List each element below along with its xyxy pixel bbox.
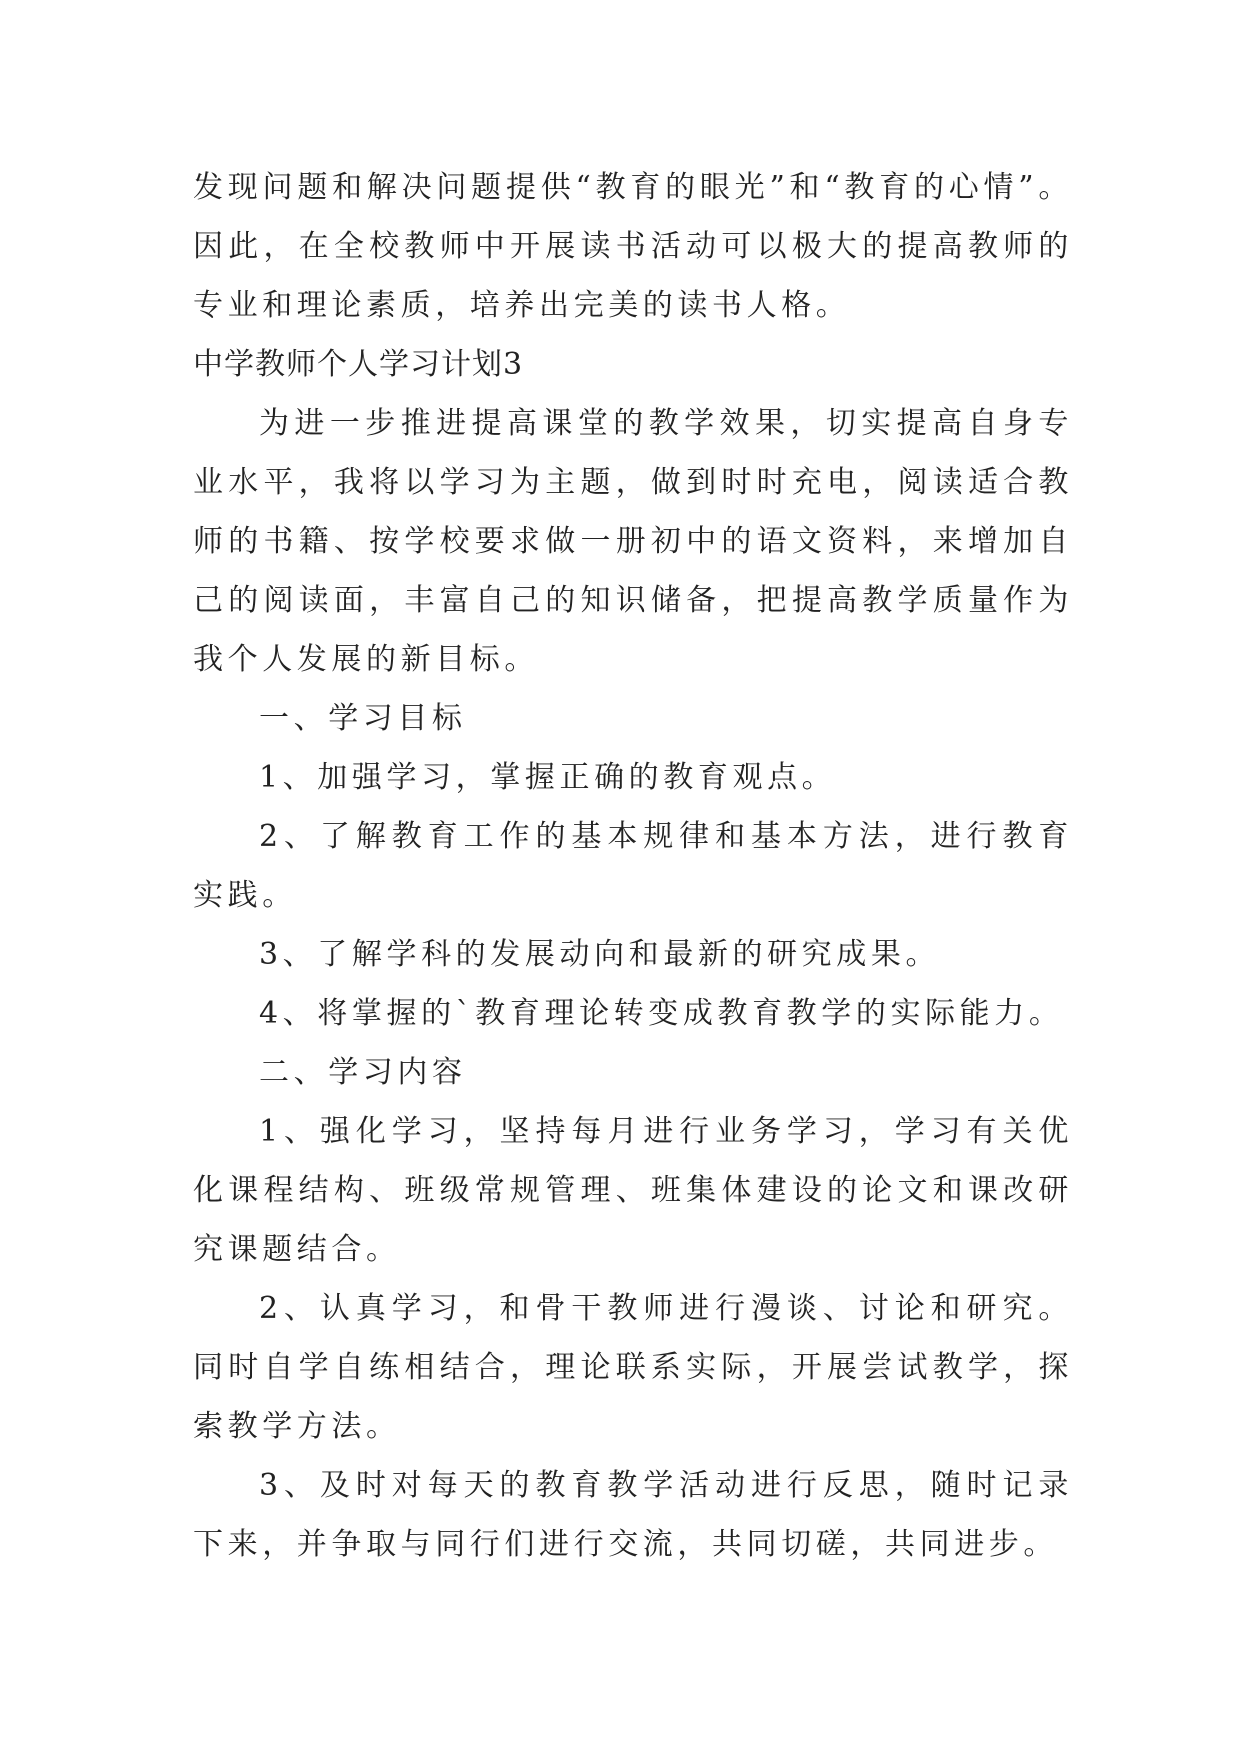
content-item-2: 2、认真学习，和骨干教师进行漫谈、讨论和研究。同时自学自练相结合，理论联系实际，开展尝试教学，探索教学方法。	[193, 1291, 1073, 1444]
goal-item-1: 1、加强学习，掌握正确的教育观点。	[259, 760, 837, 795]
goal-item-3: 3、了解学科的发展动向和最新的研究成果。	[259, 937, 941, 972]
content-item-3: 3、及时对每天的教育教学活动进行反思，随时记录下来，并争取与同行们进行交流，共同切磋，共同进步。	[193, 1468, 1073, 1562]
section-title: 中学教师个人学习计划3	[193, 347, 524, 382]
goal-item-4: 4、将掌握的`教育理论转变成教育教学的实际能力。	[259, 996, 1064, 1031]
content-item-1: 1、强化学习，坚持每月进行业务学习，学习有关优化课程结构、班级常规管理、班集体建设的论文和课改研究课题结合。	[193, 1114, 1073, 1267]
paragraph-overview: 为进一步推进提高课堂的教学效果，切实提高自身专业水平，我将以学习为主题，做到时时充电，阅读适合教师的书籍、按学校要求做一册初中的语文资料，来增加自己的阅读面，丰富自己的知识储备，把提高教学质量作为我个人发展的新目标。	[193, 406, 1073, 677]
document-body	[193, 158, 1073, 1574]
heading-learning-goals: 一、学习目标	[259, 701, 467, 736]
paragraph-intro-continuation: 发现问题和解决问题提供“教育的眼光”和“教育的心情”。因此，在全校教师中开展读书活动可以极大的提高教师的专业和理论素质，培养出完美的读书人格。	[193, 170, 1073, 323]
heading-learning-content: 二、学习内容	[259, 1055, 467, 1090]
goal-item-2: 2、了解教育工作的基本规律和基本方法，进行教育实践。	[193, 819, 1073, 913]
